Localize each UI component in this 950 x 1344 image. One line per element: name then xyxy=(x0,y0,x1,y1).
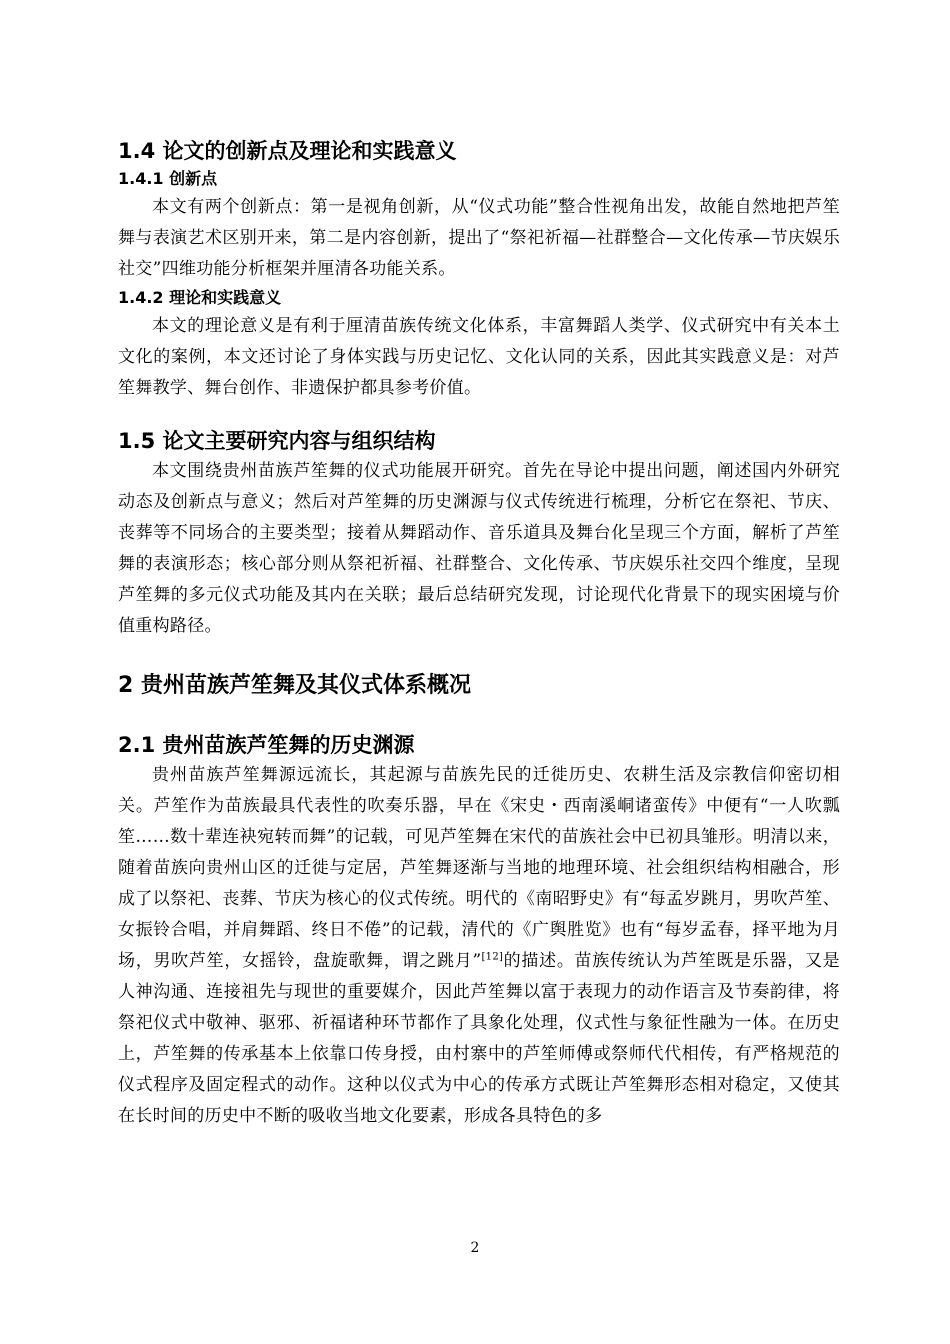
section-heading-1-5: 1.5 论文主要研究内容与组织结构 xyxy=(118,429,436,453)
page-body xyxy=(118,136,840,1132)
page-number: 2 xyxy=(470,1240,480,1256)
chapter-heading-2: 2 贵州苗族芦笙舞及其仪式体系概况 xyxy=(118,673,471,698)
paragraph-innovation: 本文有两个创新点：第一是视角创新，从“仪式功能”整合性视角出发，故能自然地把芦笙舞与表演艺术区别开来，第二是内容创新，提出了“祭祀祈福—社群整合—文化传承—节庆娱乐社交”四维功能分析框架并厘清各功能关系。 xyxy=(118,197,840,279)
paragraph-significance: 本文的理论意义是有利于厘清苗族传统文化体系，丰富舞蹈人类学、仪式研究中有关本土文化的案例，本文还讨论了身体实践与历史记忆、文化认同的关系，因此其实践意义是：对芦笙舞教学、舞台创作、非遗保护都具参考价值。 xyxy=(118,316,840,398)
subsection-heading-1-4-2: 1.4.2 理论和实践意义 xyxy=(118,288,282,307)
paragraph-history-part-b: 的描述。苗族传统认为芦笙既是乐器，又是人神沟通、连接祖先与现世的重要媒介，因此芦笙舞以富于表现力的动作语言及节奏韵律，将祭祀仪式中敬神、驱邪、祈福诸种环节都作了具象化处理，仪式性与象征性融为一体。在历史上，芦笙舞的传承基本上依靠口传身授，由村寨中的芦笙师傅或祭师代代相传，有严格规范的仪式程序及固定程式的动作。这种以仪式为中心的传承方式既让芦笙舞形态相对稳定，又使其在长时间的历史中不断的吸收当地文化要素，形成各具特色的多 xyxy=(118,951,840,1126)
subsection-heading-1-4-1: 1.4.1 创新点 xyxy=(118,169,218,188)
paragraph-history xyxy=(118,760,840,1132)
section-heading-1-4: 1.4 论文的创新点及理论和实践意义 xyxy=(118,139,457,163)
section-heading-2-1: 2.1 贵州苗族芦笙舞的历史渊源 xyxy=(118,733,415,757)
paragraph-structure: 本文围绕贵州苗族芦笙舞的仪式功能展开研究。首先在导论中提出问题，阐述国内外研究动态及创新点与意义；然后对芦笙舞的历史渊源与仪式传统进行梳理，分析它在祭祀、节庆、丧葬等不同场合的主要类型；接着从舞蹈动作、音乐道具及舞台化呈现三个方面，解析了芦笙舞的表演形态；核心部分则从祭祀祈福、社群整合、文化传承、节庆娱乐社交四个维度，呈现芦笙舞的多元仪式功能及其内在关联；最后总结研究发现，讨论现代化背景下的现实困境与价值重构路径。 xyxy=(118,461,840,636)
citation-marker: [12] xyxy=(481,951,504,963)
paragraph-history-part-a: 贵州苗族芦笙舞源远流长，其起源与苗族先民的迁徙历史、农耕生活及宗教信仰密切相关。芦笙作为苗族最具代表性的吹奏乐器，早在《宋史・西南溪峒诸蛮传》中便有“一人吹瓢笙……数十辈连袂宛转而舞”的记载，可见芦笙舞在宋代的苗族社会中已初具雏形。明清以来，随着苗族向贵州山区的迁徙与定居，芦笙舞逐渐与当地的地理环境、社会组织结构相融合，形成了以祭祀、丧葬、节庆为核心的仪式传统。明代的《南昭野史》有“每孟岁跳月，男吹芦笙、女振铃合唱，并肩舞蹈、终日不倦”的记载，清代的《广舆胜览》也有“每岁孟春，择平地为月场，男吹芦笙，女摇铃，盘旋歌舞，谓之跳月” xyxy=(118,765,840,971)
